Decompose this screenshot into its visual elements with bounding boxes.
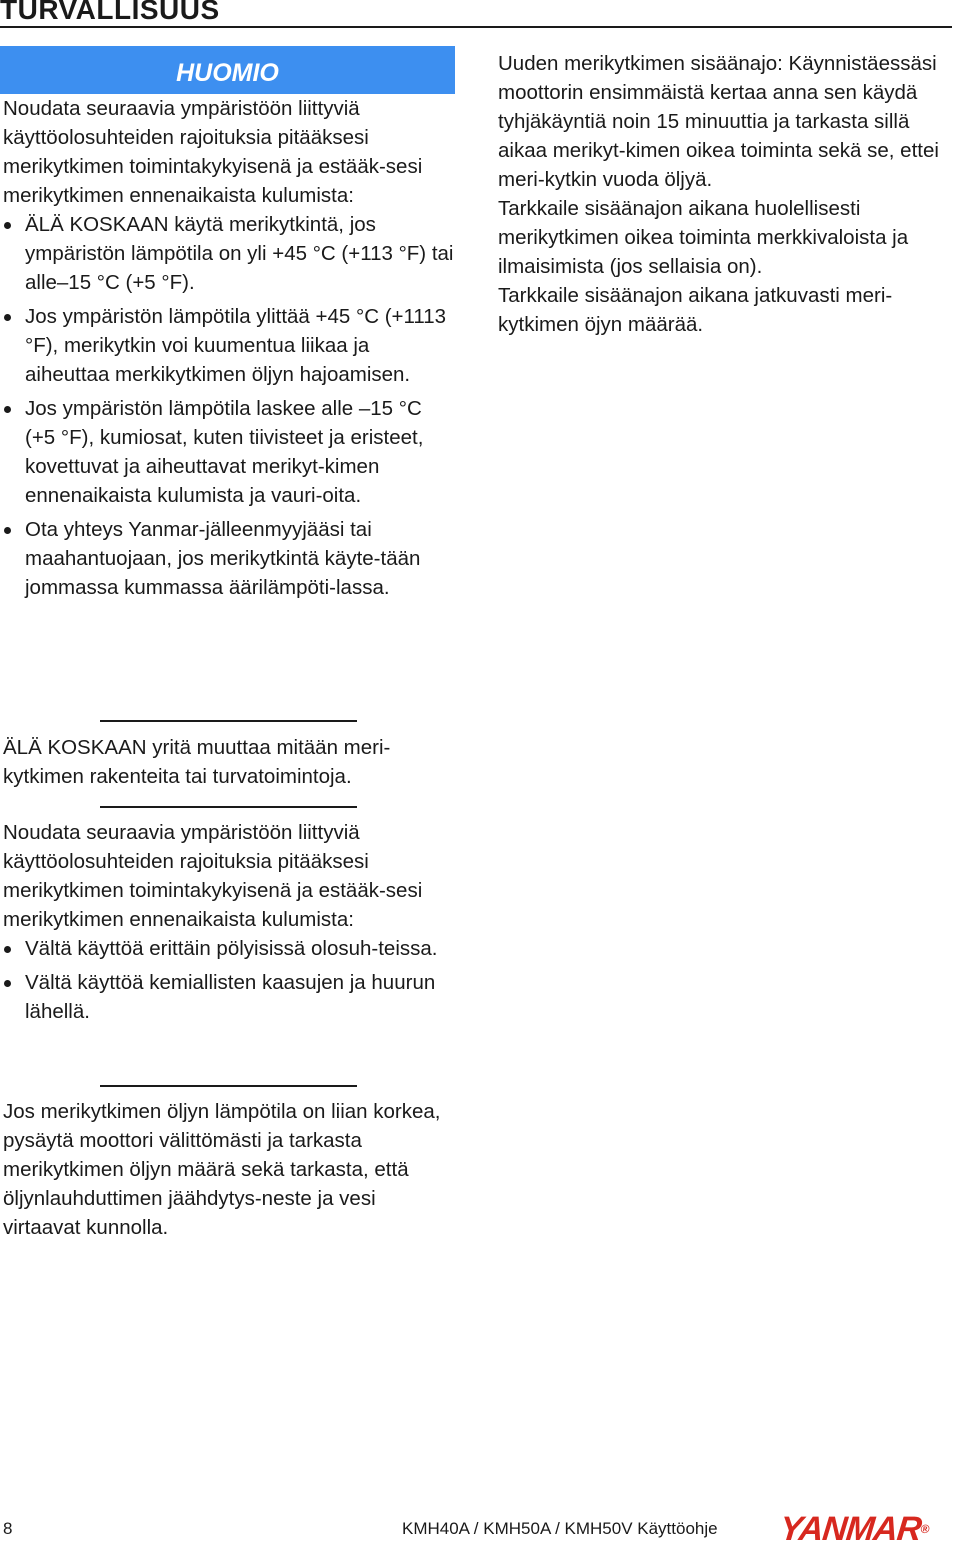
divider-line [100,806,357,808]
list-item: ÄLÄ KOSKAAN käytä merikytkintä, jos ympäristön lämpötila on yli +45 °C (+113 °F) tai alle–15 °C (+5 °F). [0,210,455,297]
list-item: Vältä käyttöä erittäin pölyisissä olosuh-teissa. [0,934,458,963]
page-number: 8 [3,1519,13,1538]
conditions-block [3,818,458,1031]
conditions-intro: Noudata seuraavia ympäristöön liittyviä käyttöolosuhteiden rajoituksia pitääksesi merikytkimen toimintakykyisenä ja estääk-sesi merikytkimen ennenaikaista kulumista: [3,821,423,931]
monitor-oil-paragraph: Tarkkaile sisäänajon aikana jatkuvasti meri-kytkimen öjyn määrää. [498,284,893,336]
oil-temperature-text: Jos merikytkimen öljyn lämpötila on liian korkea, pysäytä moottori välittömästi ja tarkasta merikytkimen öljyn määrä sekä tarkasta, että öljynlauhduttimen jäähdytys-neste ja vesi virtaavat kunnolla. [3,1100,441,1239]
bullet-icon [4,980,11,987]
yanmar-logo: YANMAR® [778,1510,930,1548]
list-item: Jos ympäristön lämpötila laskee alle –15 °C (+5 °F), kumiosat, kuten tiivisteet ja eristeet, kovettuvat ja aiheuttavat merikyt-kimen ennenaikaista kulumista ja vauri-oita. [0,394,455,510]
divider-line [100,720,357,722]
list-item: Vältä käyttöä kemiallisten kaasujen ja huurun lähellä. [0,968,458,1026]
registered-mark: ® [919,1522,930,1536]
title-rule [0,26,952,28]
section-title: TURVALLISUUS [0,0,220,25]
bullet-icon [4,946,11,953]
warning-block [3,733,458,791]
bullet-icon [4,222,11,229]
oil-temperature-block [3,1097,458,1242]
notice-bullet-list [0,210,455,602]
conditions-bullet-list [0,934,458,1026]
break-in-paragraph: Uuden merikytkimen sisäänajo: Käynnistäessäsi moottorin ensimmäistä kertaa anna sen käydä tyhjäkäyntiä noin 15 minuuttia ja tarkasta sillä aikaa merikyt-kimen oikea toiminta sekä se, ettei meri-kytkin vuoda öljyä. [498,52,939,191]
bullet-icon [4,527,11,534]
warning-text: ÄLÄ KOSKAAN yritä muuttaa mitään meri-kytkimen rakenteita tai turvatoimintoja. [3,736,391,788]
right-column [498,49,958,339]
bullet-icon [4,406,11,413]
bullet-icon [4,314,11,321]
list-item: Jos ympäristön lämpötila ylittää +45 °C (+1113 °F), merikytkin voi kuumentua liikaa ja aiheuttaa merkikytkimen öljyn hajoamisen. [0,302,455,389]
divider-line [100,1085,357,1087]
list-item: Ota yhteys Yanmar-jälleenmyyjääsi tai maahantuojaan, jos merikytkintä käyte-tään jommassa kummassa äärilämpöti-lassa. [0,515,455,602]
notice-intro: Noudata seuraavia ympäristöön liittyviä käyttöolosuhteiden rajoituksia pitääksesi merikytkimen toimintakykyisenä ja estääk-sesi merikytkimen ennenaikaista kulumista: [3,97,423,207]
document-title: KMH40A / KMH50A / KMH50V Käyttöohje [402,1519,718,1538]
notice-header [0,46,455,94]
notice-label: HUOMIO [176,59,279,87]
monitor-indicators-paragraph: Tarkkaile sisäänajon aikana huolellisesti merikytkimen oikea toiminta merkkivaloista ja ilmaisimista (jos sellaisia on). [498,197,909,278]
left-column [0,46,460,607]
